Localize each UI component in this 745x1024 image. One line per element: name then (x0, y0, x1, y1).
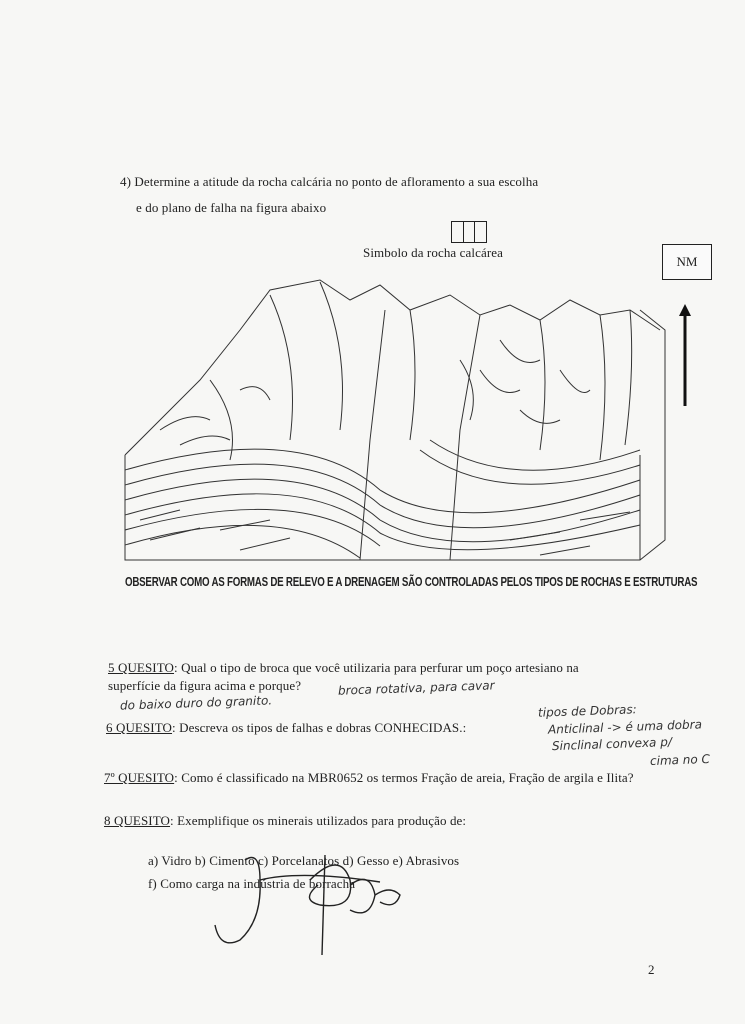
question4-line1: 4) Determine a atitude da rocha calcária no ponto de afloramento a sua escolha (120, 174, 539, 189)
limestone-symbol (451, 221, 487, 243)
question5-label: 5 QUESITO (108, 660, 175, 675)
question6-label: 6 QUESITO (106, 720, 173, 735)
symbol-label: Simbolo da rocha calcárea (363, 245, 504, 260)
handwritten-signature (200, 840, 420, 960)
north-label: NM (676, 254, 698, 269)
question6-line (106, 720, 466, 736)
north-arrow-icon (676, 304, 694, 408)
question5-answer1: broca rotativa, para cavar (337, 678, 495, 698)
question8-label: 8 QUESITO (104, 813, 171, 828)
question4-line2: e do plano de falha na figura abaixo (136, 200, 327, 215)
figure-caption: OBSERVAR COMO AS FORMAS DE RELEVO E A DRENAGEM SÃO CONTROLADAS PELOS TIPOS DE ROCHAS E ESTRUTURAS (125, 575, 698, 589)
question5-text: : Qual o tipo de broca que você utilizaria para perfurar um poço artesiano na (174, 660, 579, 675)
question6-text: : Descreva os tipos de falhas e dobras CONHECIDAS.: (172, 720, 467, 735)
page-number: 2 (648, 962, 655, 977)
question7-text: : Como é classificado na MBR0652 os termos Fração de areia, Fração de argila e Ilita? (174, 770, 634, 785)
question8-text: : Exemplifique os minerais utilizados para produção de: (170, 813, 467, 828)
question7-line (104, 770, 634, 786)
geologic-block-diagram (120, 270, 670, 570)
question8-line (104, 813, 466, 829)
question6-answer-3: Sinclinal convexa p/ (551, 734, 673, 754)
question5-line2: superfície da figura acima e porque? (108, 678, 302, 693)
question6-answer-4: cima no C (649, 751, 711, 769)
question5-line1 (108, 660, 579, 676)
question8-items-line1: a) Vidro b) Cimento c) Porcelanatos d) Gesso e) Abrasivos (148, 853, 460, 868)
question6-answer-1: tipos de Dobras: (537, 702, 637, 720)
question5-answer2: do baixo duro do granito. (119, 693, 273, 713)
question8-items-line2: f) Como carga na indústria de borracha (148, 876, 356, 891)
question7-label: 7º QUESITO (104, 770, 175, 785)
question6-answer-2: Anticlinal -> é uma dobra (547, 717, 703, 737)
